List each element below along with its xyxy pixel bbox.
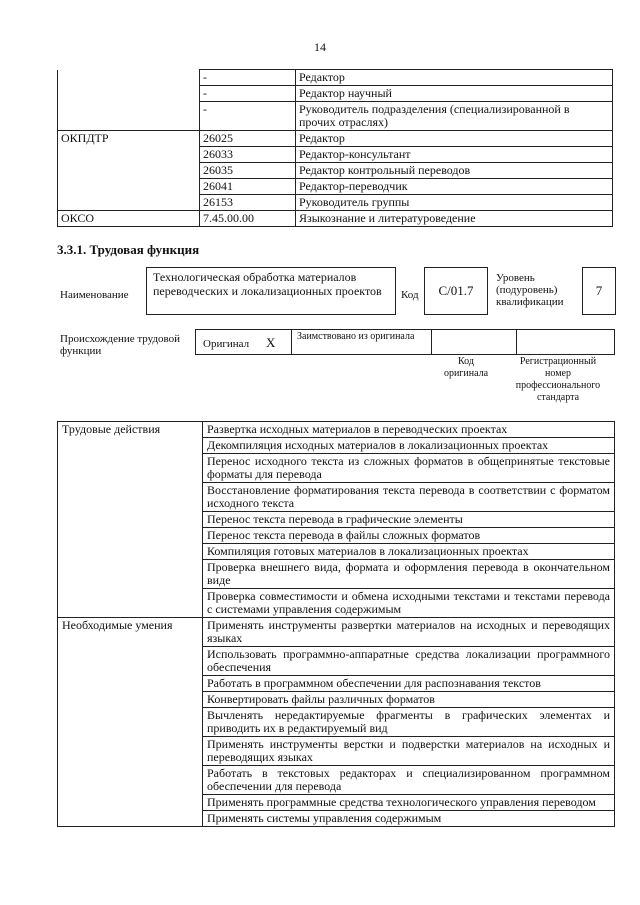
classification-row <box>58 179 613 195</box>
title-cell: Редактор-консультант <box>296 147 613 163</box>
classifier-cell <box>58 195 200 211</box>
labor-action-item: Проверка внешнего вида, формата и оформления перевода в окончательном виде <box>203 560 615 589</box>
labor-action-item: Декомпиляция исходных материалов в локализационных проектах <box>203 438 615 454</box>
code-cell: 7.45.00.00 <box>200 211 296 227</box>
skills-header: Необходимые умения <box>58 618 203 827</box>
title-cell: Редактор-переводчик <box>296 179 613 195</box>
code-cell: 26041 <box>200 179 296 195</box>
name-label: Наименование <box>60 289 129 301</box>
classifier-cell <box>58 163 200 179</box>
original-mark: X <box>266 335 276 350</box>
code-label: Код <box>401 289 419 301</box>
original-code-caption: Код оригинала <box>443 356 489 379</box>
actions-header: Трудовые действия <box>58 422 203 618</box>
borrowed-label: Заимствовано из оригинала <box>297 331 415 342</box>
section-title: 3.3.1. Трудовая функция <box>57 242 200 257</box>
reg-number-caption: Регистрационный номер профессионального стандарта <box>515 356 601 403</box>
skill-item: Применять инструменты развертки материалов на исходных и переводящих языках <box>203 618 615 647</box>
skill-item: Использовать программно-аппаратные средства локализации программного обеспечения <box>203 647 615 676</box>
labor-action-item: Компиляция готовых материалов в локализационных проектах <box>203 544 615 560</box>
name-value: Технологическая обработка материалов переводческих и локализационных проектов <box>153 270 382 298</box>
page-number: 14 <box>314 40 326 54</box>
title-cell: Редактор <box>296 131 613 147</box>
origin-divider-2 <box>431 330 432 354</box>
original-label: Оригинал <box>203 338 250 350</box>
origin-divider-1 <box>291 330 292 354</box>
detail-row <box>58 422 615 438</box>
title-cell: Руководитель подразделения (специализированной в прочих отраслях) <box>296 102 613 131</box>
code-cell: - <box>200 102 296 131</box>
labor-action-item: Проверка совместимости и обмена исходными текстами и текстами перевода с системами управления содержимым <box>203 589 615 618</box>
code-cell: - <box>200 86 296 102</box>
origin-label: Происхождение трудовой функции <box>60 333 181 357</box>
classifier-cell: ОКПДТР <box>58 131 200 147</box>
classification-row <box>58 163 613 179</box>
code-value: C/01.7 <box>424 267 488 315</box>
title-cell: Редактор контрольный переводов <box>296 163 613 179</box>
classification-row <box>58 147 613 163</box>
code-cell: 26025 <box>200 131 296 147</box>
skill-item: Работать в текстовых редакторах и специализированном программном обеспечении для перевода <box>203 766 615 795</box>
labor-action-item: Восстановление форматирования текста перевода в соответствии с форматом исходного текста <box>203 483 615 512</box>
detail-row <box>58 618 615 647</box>
name-value-box <box>146 267 396 315</box>
classification-table <box>57 69 613 227</box>
skill-item: Применять инструменты верстки и подверстки материалов на исходных и переводящих языках <box>203 737 615 766</box>
classifier-cell: ОКСО <box>58 211 200 227</box>
classification-row <box>58 131 613 147</box>
labor-action-item: Перенос исходного текста из сложных форматов в общепринятые текстовые форматы для перевода <box>203 454 615 483</box>
classification-row <box>58 86 613 102</box>
labor-action-item: Перенос текста перевода в графические элементы <box>203 512 615 528</box>
code-cell: - <box>200 70 296 86</box>
classification-row <box>58 211 613 227</box>
origin-divider-3 <box>516 330 517 354</box>
classification-row <box>58 195 613 211</box>
origin-box <box>195 329 615 355</box>
level-value: 7 <box>582 267 616 315</box>
labor-action-item: Развертка исходных материалов в переводческих проектах <box>203 422 615 438</box>
skill-item: Применять программные средства технологического управления переводом <box>203 795 615 811</box>
code-cell: 26033 <box>200 147 296 163</box>
classifier-cell <box>58 147 200 163</box>
code-cell: 26153 <box>200 195 296 211</box>
title-cell: Редактор <box>296 70 613 86</box>
title-cell: Языкознание и литературоведение <box>296 211 613 227</box>
classifier-cell <box>58 70 200 86</box>
classification-row <box>58 102 613 131</box>
classifier-cell <box>58 102 200 131</box>
level-label: Уровень (подуровень) квалификации <box>496 272 564 308</box>
classification-row <box>58 70 613 86</box>
title-cell: Руководитель группы <box>296 195 613 211</box>
labor-action-item: Перенос текста перевода в файлы сложных форматов <box>203 528 615 544</box>
skill-item: Вычленять нередактируемые фрагменты в графических элементах и приводить их в редактируемый вид <box>203 708 615 737</box>
classifier-cell <box>58 179 200 195</box>
skill-item: Применять системы управления содержимым <box>203 811 615 827</box>
code-cell: 26035 <box>200 163 296 179</box>
skill-item: Работать в программном обеспечении для распознавания текстов <box>203 676 615 692</box>
skill-item: Конвертировать файлы различных форматов <box>203 692 615 708</box>
classifier-cell <box>58 86 200 102</box>
title-cell: Редактор научный <box>296 86 613 102</box>
function-details-table <box>57 421 615 827</box>
